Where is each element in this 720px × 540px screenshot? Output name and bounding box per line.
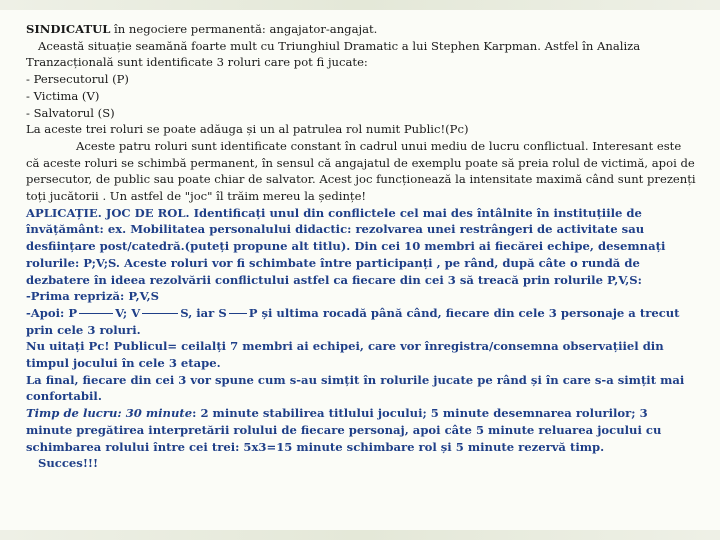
rotation-v: V; V [115,305,141,320]
slide-content [26,21,696,472]
intro-paragraph: Această situație seamănă foarte mult cu Triunghiul Dramatic a lui Stephen Karpman. Astfel în Analiza Tranzacțională sunt identificate 3 roluri care pot fi jucate: [26,38,641,70]
application-paragraph: APLICAȚIE. JOC DE ROL. Identificați unul din conflictele cel mai des întâlnite în instituțiile de învățământ: ex. Mobilitatea personalului didactic: rezolvarea unei restrângeri de activitate sau desființare post/catedră.(puteți propune alt titlu). Din cei 10 membri ai fiecărei echipe, desemnați rolurile: P;V;S. Aceste roluri vor fi schimbate între participanți , pe rând, după câte o rundă de dezbatere în ideea rezolvării conflictului astfel ca fiecare din cei 3 să treacă prin rolurile P,V,S: [26,205,666,287]
title-line [26,21,696,38]
rotation-s: S, iar S [180,305,227,320]
reminder-paragraph: Nu uitați Pc! Publicul= ceilalți 7 membri ai echipei, care vor înregistra/consemna observațiiel din timpul jocului în cele 3 etape. [26,339,664,371]
role-rescuer: - Salvatorul (S) [26,105,115,120]
slide-top-border [0,0,720,10]
arrow-p-to-v [79,313,113,314]
role-persecutor: - Persecutorul (P) [26,72,129,87]
arrow-v-to-s [142,313,178,314]
fourth-role-line: La aceste trei roluri se poate adăuga și un al patrulea rol numit Public!(Pc) [26,122,469,137]
rotation-rest: P și ultima rocadă până când, fiecare din cele 3 personaje a trecut prin cele 3 roluri. [26,305,680,337]
timing-details: : 2 minute stabilirea titlului jocului; 5 minute desemnarea rolurilor; 3 minute pregătirea interpretării rolului de fiecare personaj, apoi câte 5 minute reluarea jocului cu schimbarea rolului între cei trei: 5x3=15 minute schimbare rol și 5 minute rezervă timp. [26,406,662,454]
first-round-line: -Prima repriză: P,V,S [26,289,160,304]
title-label: SINDICATUL [26,22,111,36]
conflict-paragraph: Aceste patru roluri sunt identificate constant în cadrul unui mediu de lucru conflictual. Interesant este că aceste roluri se schimbă permanent, în sensul că angajatul de exemplu poate să preia rolul de victimă, apoi de persecutor, de public sau poate chiar de salvator. Acest joc funcționează la intensitate maximă când sunt prezenți toți jucătorii . Un astfel de "joc" îl trăim mereu la ședințe! [26,138,696,204]
timing-label: Timp de lucru: 30 minute [26,406,193,421]
title-rest: în negociere permanentă: angajator-angajat. [110,22,378,36]
role-victim: - Victima (V) [26,88,100,103]
slide-bottom-border [0,530,720,540]
final-paragraph: La final, fiecare din cei 3 vor spune cum s-au simțit în rolurile jucate pe rând și în care s-a simțit mai confortabil. [26,372,685,404]
timing-paragraph [26,405,696,455]
rotation-line [26,305,696,338]
arrow-s-to-p [229,313,247,314]
closing-line: Succes!!! [38,456,99,471]
rotation-start: -Apoi: P [26,305,78,320]
